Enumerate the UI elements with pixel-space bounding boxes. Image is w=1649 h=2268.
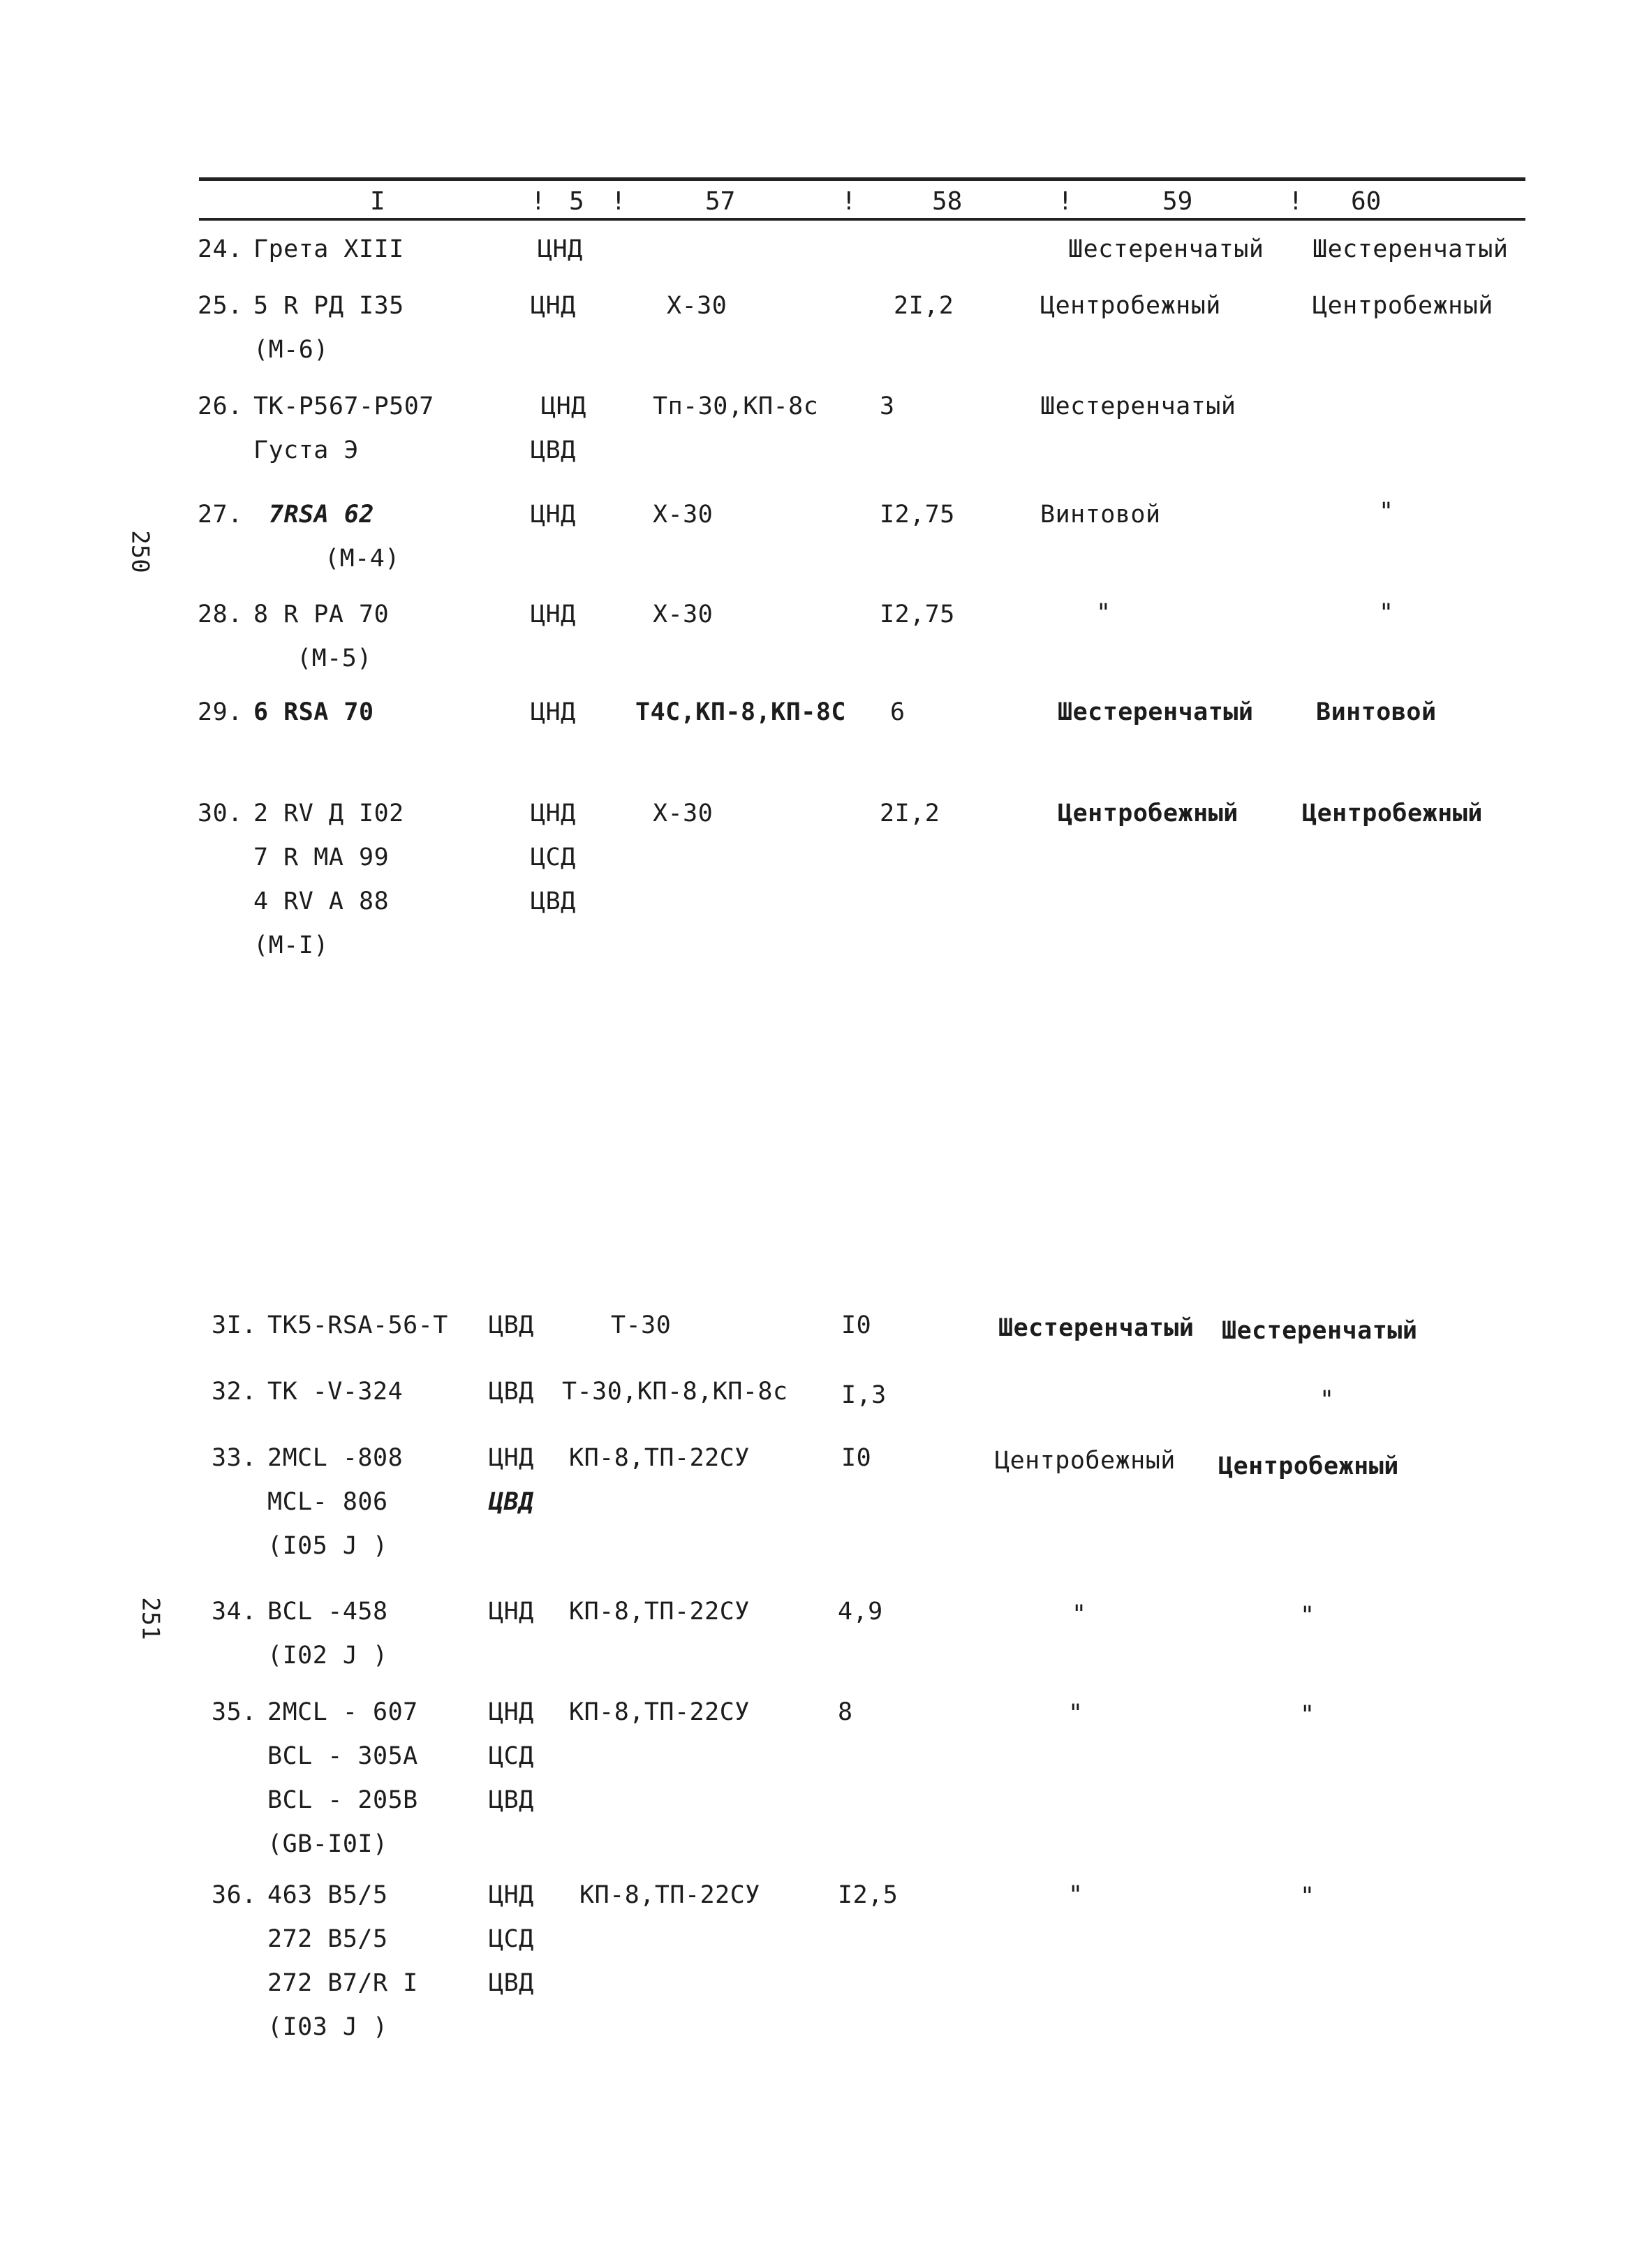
row-number: 32. bbox=[212, 1378, 257, 1406]
col60-ditto-mark: " bbox=[1300, 1602, 1315, 1630]
col58-value: I0 bbox=[841, 1444, 872, 1472]
cylinder-type: ЦНД bbox=[531, 292, 576, 320]
col58-value: I,3 bbox=[841, 1381, 887, 1409]
header-col-57: 57 bbox=[705, 187, 736, 216]
cylinder-type: ЦСД bbox=[489, 1925, 534, 1953]
row-name-line: 272 B7/R I bbox=[267, 1969, 418, 1997]
col59-value: Центробежный bbox=[995, 1447, 1176, 1475]
col60-value: Винтовой bbox=[1316, 698, 1437, 726]
cylinder-type: ЦВД bbox=[531, 436, 576, 464]
col59-ditto-mark: " bbox=[1068, 1700, 1084, 1728]
row-number: 35. bbox=[212, 1698, 257, 1726]
header-separator: ! bbox=[531, 187, 546, 216]
oil-grade: X-30 bbox=[653, 501, 713, 529]
row-name-line: Густа Э bbox=[253, 436, 360, 464]
cylinder-type: ЦВД bbox=[489, 1786, 534, 1814]
row-name-line: 2MCL - 607 bbox=[267, 1698, 418, 1726]
col59-value: Шестеренчатый bbox=[1058, 698, 1254, 726]
row-name-line: (M-I) bbox=[253, 932, 329, 959]
row-name-line: BCL -458 bbox=[267, 1598, 388, 1626]
col60-value: Шестеренчатый bbox=[1222, 1317, 1418, 1345]
cylinder-type: ЦНД bbox=[531, 601, 576, 628]
col58-value: 2I,2 bbox=[894, 292, 954, 320]
header-top-rule bbox=[199, 177, 1525, 181]
col59-value: Шестеренчатый bbox=[1068, 235, 1264, 263]
row-name-line: (I03 J ) bbox=[267, 2013, 388, 2041]
cylinder-type: ЦНД bbox=[489, 1444, 534, 1472]
col60-value: Центробежный bbox=[1218, 1452, 1399, 1480]
oil-grade: X-30 bbox=[667, 292, 727, 320]
oil-grade: КП-8,ТП-22СУ bbox=[569, 1444, 750, 1472]
col60-ditto-mark: " bbox=[1300, 1701, 1315, 1729]
row-number: 24. bbox=[198, 235, 243, 263]
row-number: 36. bbox=[212, 1881, 257, 1909]
row-number: 3I. bbox=[212, 1311, 257, 1339]
row-name-line: (GB-I0I) bbox=[267, 1830, 388, 1858]
cylinder-type: ЦВД bbox=[489, 1969, 534, 1997]
col59-ditto-mark: " bbox=[1096, 599, 1111, 627]
cylinder-type: ЦНД bbox=[538, 235, 583, 263]
cylinder-type: ЦНД bbox=[531, 501, 576, 529]
col58-value: 8 bbox=[838, 1698, 853, 1726]
header-col-59: 59 bbox=[1162, 187, 1193, 216]
header-separator: ! bbox=[841, 187, 857, 216]
row-number: 25. bbox=[198, 292, 243, 320]
cylinder-type: ЦВД bbox=[489, 1378, 534, 1406]
row-name-line: 4 RV A 88 bbox=[253, 888, 390, 915]
row-name-line: BCL - 305A bbox=[267, 1742, 418, 1770]
col58-value: 3 bbox=[880, 392, 895, 420]
row-name-line: TK-P567-P507 bbox=[253, 392, 434, 420]
col58-value: 4,9 bbox=[838, 1598, 883, 1626]
row-name-line: MCL- 806 bbox=[267, 1488, 388, 1516]
row-name-line: TK -V-324 bbox=[267, 1378, 404, 1406]
col59-value: Центробежный bbox=[1040, 292, 1221, 320]
oil-grade: T-30 bbox=[611, 1311, 672, 1339]
header-col-1: I bbox=[370, 187, 385, 216]
oil-grade: X-30 bbox=[653, 601, 713, 628]
cylinder-type: ЦСД bbox=[531, 844, 576, 871]
header-col-5: 5 bbox=[569, 187, 584, 216]
row-name-line: 5 R РД I35 bbox=[253, 292, 404, 320]
row-number: 34. bbox=[212, 1598, 257, 1626]
col59-ditto-mark: " bbox=[1068, 1881, 1084, 1909]
col60-ditto-mark: " bbox=[1379, 599, 1394, 627]
row-number: 28. bbox=[198, 601, 243, 628]
oil-grade: T-30,КП-8,КП-8с bbox=[562, 1378, 788, 1406]
oil-grade: T4C,КП-8,КП-8С bbox=[635, 698, 847, 726]
col60-ditto-mark: " bbox=[1300, 1883, 1315, 1910]
row-name-line: (I02 J ) bbox=[267, 1642, 388, 1670]
cylinder-type: ЦНД bbox=[489, 1698, 534, 1726]
oil-grade: Тп-30,КП-8с bbox=[653, 392, 819, 420]
col59-value: Центробежный bbox=[1058, 800, 1238, 827]
col58-value: I2,5 bbox=[838, 1881, 899, 1909]
row-name-line: 2MCL -808 bbox=[267, 1444, 404, 1472]
cylinder-type: ЦНД bbox=[531, 698, 576, 726]
col58-value: I2,75 bbox=[880, 501, 955, 529]
header-separator: ! bbox=[1288, 187, 1303, 216]
row-name-line: BCL - 205B bbox=[267, 1786, 418, 1814]
row-number: 29. bbox=[198, 698, 243, 726]
cylinder-type: ЦВД bbox=[531, 888, 576, 915]
cylinder-type: ЦНД bbox=[541, 392, 586, 420]
header-separator: ! bbox=[611, 187, 626, 216]
row-name-line: 272 B5/5 bbox=[267, 1925, 388, 1953]
col58-value: I2,75 bbox=[880, 601, 955, 628]
col60-value: Шестеренчатый bbox=[1312, 235, 1509, 263]
col58-value: I0 bbox=[841, 1311, 872, 1339]
row-number: 26. bbox=[198, 392, 243, 420]
col60-ditto-mark: " bbox=[1319, 1386, 1335, 1414]
col60-ditto-mark: " bbox=[1379, 498, 1394, 526]
col59-value: Винтовой bbox=[1040, 501, 1161, 529]
page-number-upper: 250 bbox=[126, 530, 154, 573]
row-name-line: Грета XIII bbox=[253, 235, 404, 263]
row-name-line: (M-6) bbox=[253, 336, 329, 364]
row-name-line: (M-5) bbox=[297, 645, 372, 672]
header-separator: ! bbox=[1058, 187, 1073, 216]
oil-grade: КП-8,ТП-22СУ bbox=[569, 1598, 750, 1626]
col60-value: Центробежный bbox=[1312, 292, 1493, 320]
row-name-line: 7 R MA 99 bbox=[253, 844, 390, 871]
col58-value: 6 bbox=[890, 698, 905, 726]
col59-ditto-mark: " bbox=[1072, 1600, 1087, 1628]
cylinder-type: ЦНД bbox=[531, 800, 576, 827]
row-name-line: 6 RSA 70 bbox=[253, 698, 374, 726]
row-name-line: (M-4) bbox=[325, 545, 400, 573]
header-col-60: 60 bbox=[1351, 187, 1382, 216]
row-name-line: 7RSA 62 bbox=[269, 501, 375, 529]
cylinder-type: ЦНД bbox=[489, 1881, 534, 1909]
header-bottom-rule bbox=[199, 218, 1525, 221]
cylinder-type: ЦВД bbox=[489, 1311, 534, 1339]
page-number-lower: 251 bbox=[136, 1597, 165, 1640]
row-name-line: 463 B5/5 bbox=[267, 1881, 388, 1909]
cylinder-type: ЦВД bbox=[489, 1488, 534, 1516]
cylinder-type: ЦСД bbox=[489, 1742, 534, 1770]
row-name-line: TK5-RSA-56-T bbox=[267, 1311, 448, 1339]
col59-value: Шестеренчатый bbox=[1040, 392, 1236, 420]
col58-value: 2I,2 bbox=[880, 800, 940, 827]
row-name-line: 2 RV Д I02 bbox=[253, 800, 404, 827]
row-number: 27. bbox=[198, 501, 243, 529]
oil-grade: КП-8,ТП-22СУ bbox=[579, 1881, 760, 1909]
col59-value: Шестеренчатый bbox=[998, 1314, 1195, 1342]
row-number: 30. bbox=[198, 800, 243, 827]
row-name-line: 8 R PA 70 bbox=[253, 601, 390, 628]
row-name-line: (I05 J ) bbox=[267, 1532, 388, 1560]
row-number: 33. bbox=[212, 1444, 257, 1472]
header-col-58: 58 bbox=[932, 187, 963, 216]
oil-grade: КП-8,ТП-22СУ bbox=[569, 1698, 750, 1726]
oil-grade: X-30 bbox=[653, 800, 713, 827]
cylinder-type: ЦНД bbox=[489, 1598, 534, 1626]
col60-value: Центробежный bbox=[1302, 800, 1483, 827]
